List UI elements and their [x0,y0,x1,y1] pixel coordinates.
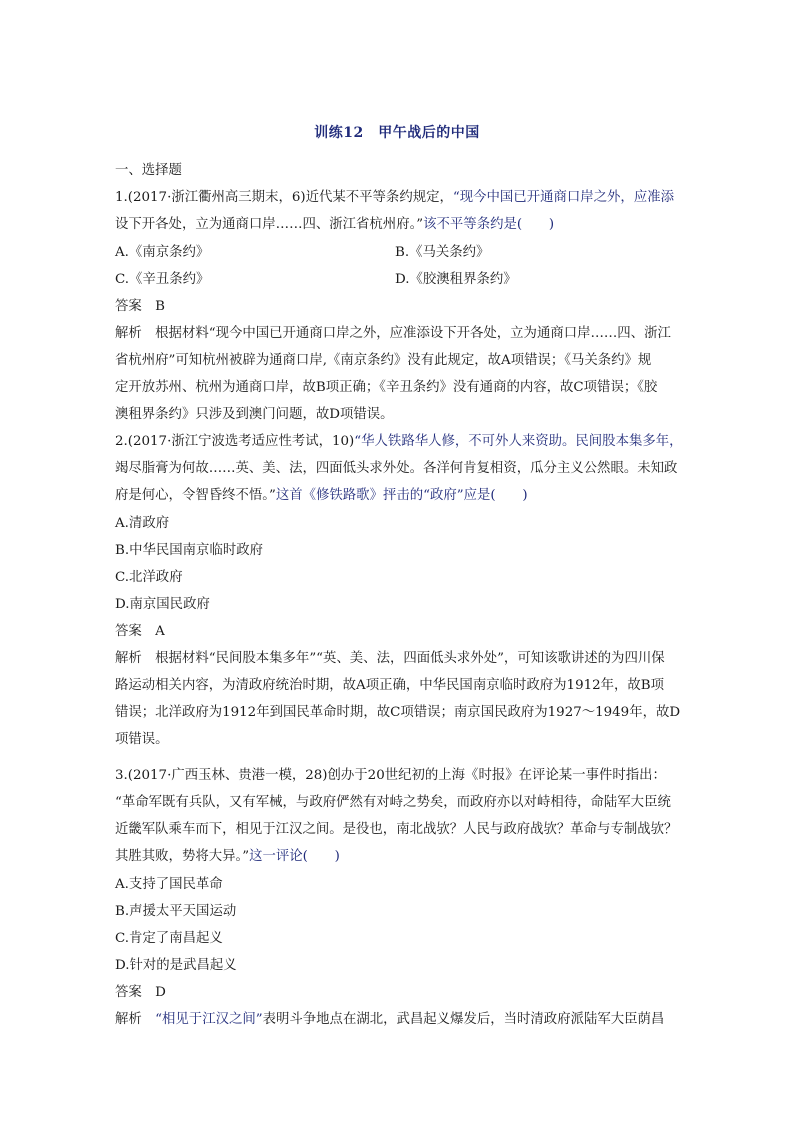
q2-quote: “华人铁路华人修，不可外人来资助。民间股本集多年， [354,434,683,449]
q3-stem: 这一评论( ) [249,849,340,864]
q2-line-1 [115,433,683,451]
q2-option-b: B.中华民国南京临时政府 [115,543,264,558]
q2-explanation-4: 项错误。 [115,732,169,747]
q3-line-1: 3.(2017·广西玉林、贵港一模，28)创办于20世纪初的上海《时报》在评论某一事件时指出： [115,768,666,783]
q1-option-b: B.《马关条约》 [395,245,490,260]
q2-option-a: A.清政府 [115,516,170,531]
q3-explanation-quote: “相见于江汉之间” [155,1012,263,1027]
q2-option-c: C.北洋政府 [115,570,183,585]
q1-explanation-2: 省杭州府”可知杭州被辟为通商口岸,《南京条约》没有此规定，故A项错误；《马关条约》规 [115,353,652,368]
page-title: 训练12 甲午战后的中国 [314,125,480,141]
q3-explanation-label: 解析 [115,1012,156,1027]
q1-explanation-1: 解析 根据材料“现今中国已开通商口岸之外，应准添设下开各处，立为通商口岸……四、浙江 [115,326,671,341]
q1-quote-cont: 设下开各处，立为通商口岸……四、浙江省杭州府。” [115,217,424,232]
q3-option-c: C.肯定了南昌起义 [115,931,223,946]
q2-line-3 [115,487,528,505]
q2-answer: 答案 A [115,624,165,639]
q3-explanation-1 [115,1011,664,1029]
q1-stem: 该不平等条约是( ) [423,217,555,232]
section-heading: 一、选择题 [115,163,182,178]
q3-line-3: 近畿军队乘车而下，相见于江汉之间。是役也，南北战欤？人民与政府战欤？革命与专制战欤？ [115,822,678,837]
q1-option-a: A.《南京条约》 [115,245,210,260]
q1-quote: “现今中国已开通商口岸之外，应准添 [452,190,674,205]
q3-line-2: “革命军既有兵队，又有军械，与政府俨然有对峙之势矣，而政府亦以对峙相待，命陆军大臣统 [115,795,671,810]
q3-answer: 答案 D [115,985,166,1000]
q3-option-b: B.声援太平天国运动 [115,904,237,919]
q2-option-d: D.南京国民政府 [115,597,210,612]
q3-explanation-text: 表明斗争地点在湖北，武昌起义爆发后，当时清政府派陆军大臣荫昌 [262,1012,665,1027]
q3-line-4 [115,848,340,866]
q1-explanation-4: 澳租界条约》只涉及到澳门问题，故D项错误。 [115,407,394,422]
q3-option-d: D.针对的是武昌起义 [115,958,237,973]
q2-explanation-3: 错误；北洋政府为1912年到国民革命时期，故C项错误；南京国民政府为1927～1949年，故D [115,705,681,720]
q1-line-2 [115,216,554,234]
q2-line-2: 竭尽脂膏为何故……英、美、法，四面低头求外处。各洋何肯复相资，瓜分主义公然眼。未知政 [115,461,678,476]
q1-source: 1.(2017·浙江衢州高三期末，6)近代某不平等条约规定， [115,190,453,205]
q2-stem: 这首《修铁路歌》抨击的“政府”应是( ) [275,488,528,503]
q1-option-c: C.《辛丑条约》 [115,272,210,287]
q3-quote-end: 其胜其败，势将大异。” [115,849,250,864]
q1-option-d: D.《胶澳租界条约》 [395,272,517,287]
q2-explanation-2: 路运动相关内容，为清政府统治时期，故A项正确，中华民国南京临时政府为1912年，故B项 [115,678,665,693]
q1-answer: 答案 B [115,299,166,314]
q1-line-1 [115,189,674,207]
q3-option-a: A.支持了国民革命 [115,877,223,892]
q1-explanation-3: 定开放苏州、杭州为通商口岸，故B项正确；《辛丑条约》没有通商的内容，故C项错误；《胶 [115,380,658,395]
q2-quote-end: 府是何心，令智昏终不悟。” [115,488,276,503]
q2-explanation-1: 解析 根据材料“民间股本集多年”“英、美、法，四面低头求外处”，可知该歌讲述的为四川保 [115,651,665,666]
q2-source: 2.(2017·浙江宁波选考适应性考试，10) [115,434,355,449]
